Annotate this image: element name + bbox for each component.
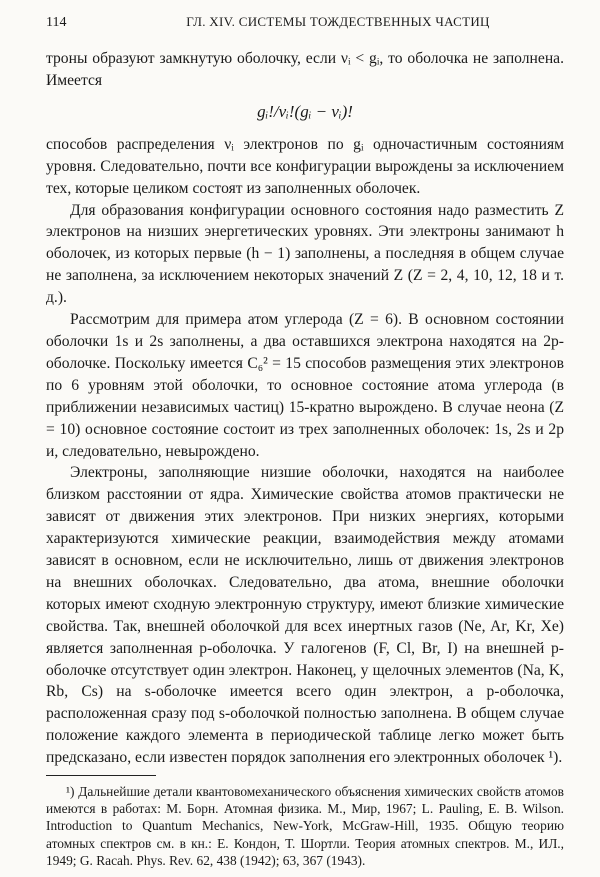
paragraph-2: Для образования конфигурации основного состояния надо разместить Z электронов на низших энергетических уровнях. Эти электроны занимают h оболочек, из которых первые (h − 1) заполнены, а последняя в общем случае не заполнена, за исключением некоторых значений Z (Z = 2, 4, 10, 12, 18 и т. д.).: [46, 201, 564, 307]
footnote-text: ¹) Дальнейшие детали квантовомеханического объяснения химических свойств атомов имеются в работах: М. Борн. Атомная физика. М., Мир, 1967; L. Pauling, E. B. Wilson. Introduction to Quantum Mechanics, New-York, McGraw-Hill, 1935. Общую теорию атомных спектров см. в кн.: Е. Кондон, Т. Шортли. Теория атомных спектров. М., ИЛ., 1949; G. Racah. Phys. Rev. 62, 438 (1942); 63, 367 (1943).: [46, 784, 564, 868]
page-number: 114: [46, 15, 67, 30]
running-title: ГЛ. XIV. СИСТЕМЫ ТОЖДЕСТВЕННЫХ ЧАСТИЦ: [186, 14, 490, 29]
paragraph-4: Электроны, заполняющие низшие оболочки, находятся на наиболее близком расстоянии от ядра. Химические свойства атомов практически не зависят от движения этих электронов. При низких энергиях, которыми характеризуются химические реакции, взаимодействия между атомами зависят в основном, если не исключительно, лишь от движения электронов на внешних оболочках. Следовательно, два атома, внешние оболочки которых имеют сходную электронную структуру, имеют близкие химические свойства. Так, внешней оболочкой для всех инертных газов (Ne, Ar, Kr, Xe) является заполненная p-оболочка. У галогенов (F, Cl, Br, I) на внешней p-оболочке отсутствует один электрон. Наконец, у щелочных элементов (Na, K, Rb, Cs) на s-оболочке имеется всего один электрон, а p-оболочка, расположенная сразу под s-оболочкой полностью заполнена. В общем случае положение каждого элемента в периодической таблице легко может быть предсказано, если известен порядок заполнения его электронных оболочек ¹).: [46, 464, 564, 767]
paragraph-3: Рассмотрим для примера атом углерода (Z = 6). В основном состоянии оболочки 1s и 2s заполнены, а два оставшихся электрона находятся на 2p-оболочке. Поскольку имеется C₆² = 15 способов размещения этих электронов по 6 уровням этой оболочки, то основное состояние атома углерода (в приближении независимых частиц) 15-кратно вырождено. В случае неона (Z = 10) основное состояние состоит из трех заполненных оболочек: 1s, 2s и 2p и, следовательно, невырождено.: [46, 311, 564, 460]
footnote: [46, 783, 564, 869]
running-header: [46, 14, 560, 31]
footnote-divider: [46, 775, 156, 776]
paragraph-1-continued: способов распределения νᵢ электронов по gᵢ одночастичным состояниям уровня. Следовательно, почти все конфигурации вырождены за исключением тех, которые целиком состоят из заполненных оболочек.: [46, 135, 564, 197]
main-text: [46, 48, 564, 769]
formula: gᵢ!/νᵢ!(gᵢ − νᵢ)!: [257, 101, 353, 121]
paragraph-1: троны образуют замкнутую оболочку, если νᵢ < gᵢ, то оболочка не заполнена. Имеется: [46, 50, 564, 89]
